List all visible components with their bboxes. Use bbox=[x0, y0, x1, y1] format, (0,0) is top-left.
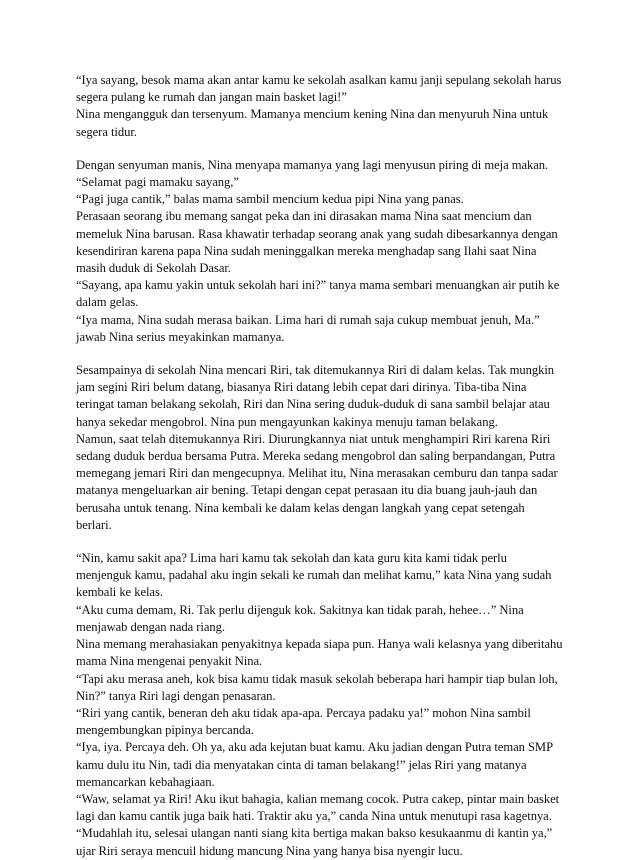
paragraph bbox=[76, 550, 572, 860]
text-line: hanya sekedar mengobrol. Nina pun mengayunkan kakinya menuju taman belakang. bbox=[76, 414, 498, 429]
paragraph bbox=[76, 362, 572, 534]
text-line: “Sayang, apa kamu yakin untuk sekolah hari ini?” tanya mama sembari menuangkan air putih ke bbox=[76, 278, 560, 293]
text-line: kembali ke kelas. bbox=[76, 585, 163, 600]
text-line: “Waw, selamat ya Riri! Aku ikut bahagia, kalian memang cocok. Putra cakep, pintar main basket bbox=[76, 791, 560, 806]
text-line: “Pagi juga cantik,” balas mama sambil mencium kedua pipi Nina yang panas. bbox=[76, 192, 464, 207]
text-line: sedang duduk berdua bersama Putra. Mereka sedang mengobrol dan saling berpandangan, Putra bbox=[76, 449, 556, 464]
text-line: menjawab dengan nada riang. bbox=[76, 619, 226, 634]
text-line: memegang jemari Riri dan mengecupnya. Melihat itu, Nina merasakan cemburu dan tanpa sadar bbox=[76, 466, 558, 481]
text-line: masih duduk di Sekolah Dasar. bbox=[76, 261, 231, 276]
paragraph bbox=[76, 157, 572, 346]
text-line: berusaha untuk tenang. Nina kembali ke dalam kelas dengan langkah yang cepat setengah bbox=[76, 500, 525, 515]
text-line: “Iya mama, Nina sudah merasa baikan. Lima hari di rumah saja cukup membuat jenuh, Ma.” bbox=[76, 312, 540, 327]
text-line: Dengan senyuman manis, Nina menyapa mamanya yang lagi menyusun piring di meja makan. bbox=[76, 157, 549, 172]
text-line: Nina mengangguk dan tersenyum. Mamanya mencium kening Nina dan menyuruh Nina untuk bbox=[76, 107, 549, 122]
text-line: memancarkan kebahagiaan. bbox=[76, 774, 215, 789]
story-text bbox=[76, 72, 572, 860]
text-line: dalam gelas. bbox=[76, 295, 139, 310]
text-line: Perasaan seorang ibu memang sangat peka dan ini dirasakan mama Nina saat mencium dan bbox=[76, 209, 532, 224]
text-line: segera tidur. bbox=[76, 124, 137, 139]
text-line: Sesampainya di sekolah Nina mencari Riri, tak ditemukannya Riri di dalam kelas. Tak mungkin bbox=[76, 363, 555, 378]
text-line: menjenguk kamu, padahal aku ingin sekali ke rumah dan melihat kamu,” kata Nina yang sudah bbox=[76, 568, 552, 583]
text-line: kamu dulu itu Nin, tadi dia menyatakan cinta di taman belakang!” jelas Riri yang matanya bbox=[76, 757, 527, 772]
text-line: “Riri yang cantik, beneran deh aku tidak apa-apa. Percaya padaku ya!” mohon Nina sambil bbox=[76, 705, 531, 720]
text-line: “Iya sayang, besok mama akan antar kamu ke sekolah asalkan kamu janji sepulang sekolah harus bbox=[76, 73, 562, 87]
text-line: Nin?” tanya Riri lagi dengan penasaran. bbox=[76, 688, 276, 703]
text-line: Nina memang merahasiakan penyakitnya kepada siapa pun. Hanya wali kelasnya yang diberitahu bbox=[76, 637, 563, 652]
text-line: “Iya, iya. Percaya deh. Oh ya, aku ada kejutan buat kamu. Aku jadian dengan Putra teman SMP bbox=[76, 740, 554, 755]
text-line: mengembungkan pipinya bercanda. bbox=[76, 723, 254, 738]
text-line: matanya mengeluarkan air bening. Tetapi dengan cepat perasaan itu dia buang jauh-jauh dan bbox=[76, 483, 538, 498]
text-line: teringat taman belakang sekolah, Riri dan Nina sering duduk-duduk di sana sambil belajar atau bbox=[76, 397, 550, 412]
text-line: “Nin, kamu sakit apa? Lima hari kamu tak sekolah dan kata guru kita kami tidak perlu bbox=[76, 551, 507, 566]
text-line: memeluk Nina barusan. Rasa khawatir terhadap seorang anak yang sudah dibesarkannya dengan bbox=[76, 226, 558, 241]
text-line: mama Nina mengenai penyakit Nina. bbox=[76, 654, 263, 669]
text-line: jam segini Riri belum datang, biasanya Riri datang lebih cepat dari dirinya. Tiba-tiba Nina bbox=[76, 380, 527, 395]
text-line: “Tapi aku merasa aneh, kok bisa kamu tidak masuk sekolah beberapa hari hampir tiap bulan loh, bbox=[76, 671, 558, 686]
text-line: segera pulang ke rumah dan jangan main basket lagi!” bbox=[76, 90, 347, 105]
text-line: “Aku cuma demam, Ri. Tak perlu dijenguk kok. Sakitnya kan tidak parah, hehee…” Nina bbox=[76, 602, 524, 617]
paragraph bbox=[76, 72, 572, 141]
text-line: Namun, saat telah ditemukannya Riri. Diurungkannya niat untuk menghampiri Riri karena Riri bbox=[76, 431, 551, 446]
text-line: berlari. bbox=[76, 517, 112, 532]
text-line: jawab Nina serius meyakinkan mamanya. bbox=[76, 329, 285, 344]
text-line: “Selamat pagi mamaku sayang,” bbox=[76, 175, 239, 190]
text-line: ujar Riri seraya mencuil hidung mancung Nina yang hanya bisa nyengir lucu. bbox=[76, 843, 463, 858]
text-line: lagi dan kamu cantik juga baik hati. Traktir aku ya,” canda Nina untuk menutupi rasa kagetnya. bbox=[76, 809, 552, 824]
text-line: kesendiriran karena papa Nina sudah meninggalkan mereka menghadap sang Ilahi saat Nina bbox=[76, 243, 537, 258]
text-line: “Mudahlah itu, selesai ulangan nanti siang kita bertiga makan bakso kesukaanmu di kantin ya,” bbox=[76, 826, 553, 841]
